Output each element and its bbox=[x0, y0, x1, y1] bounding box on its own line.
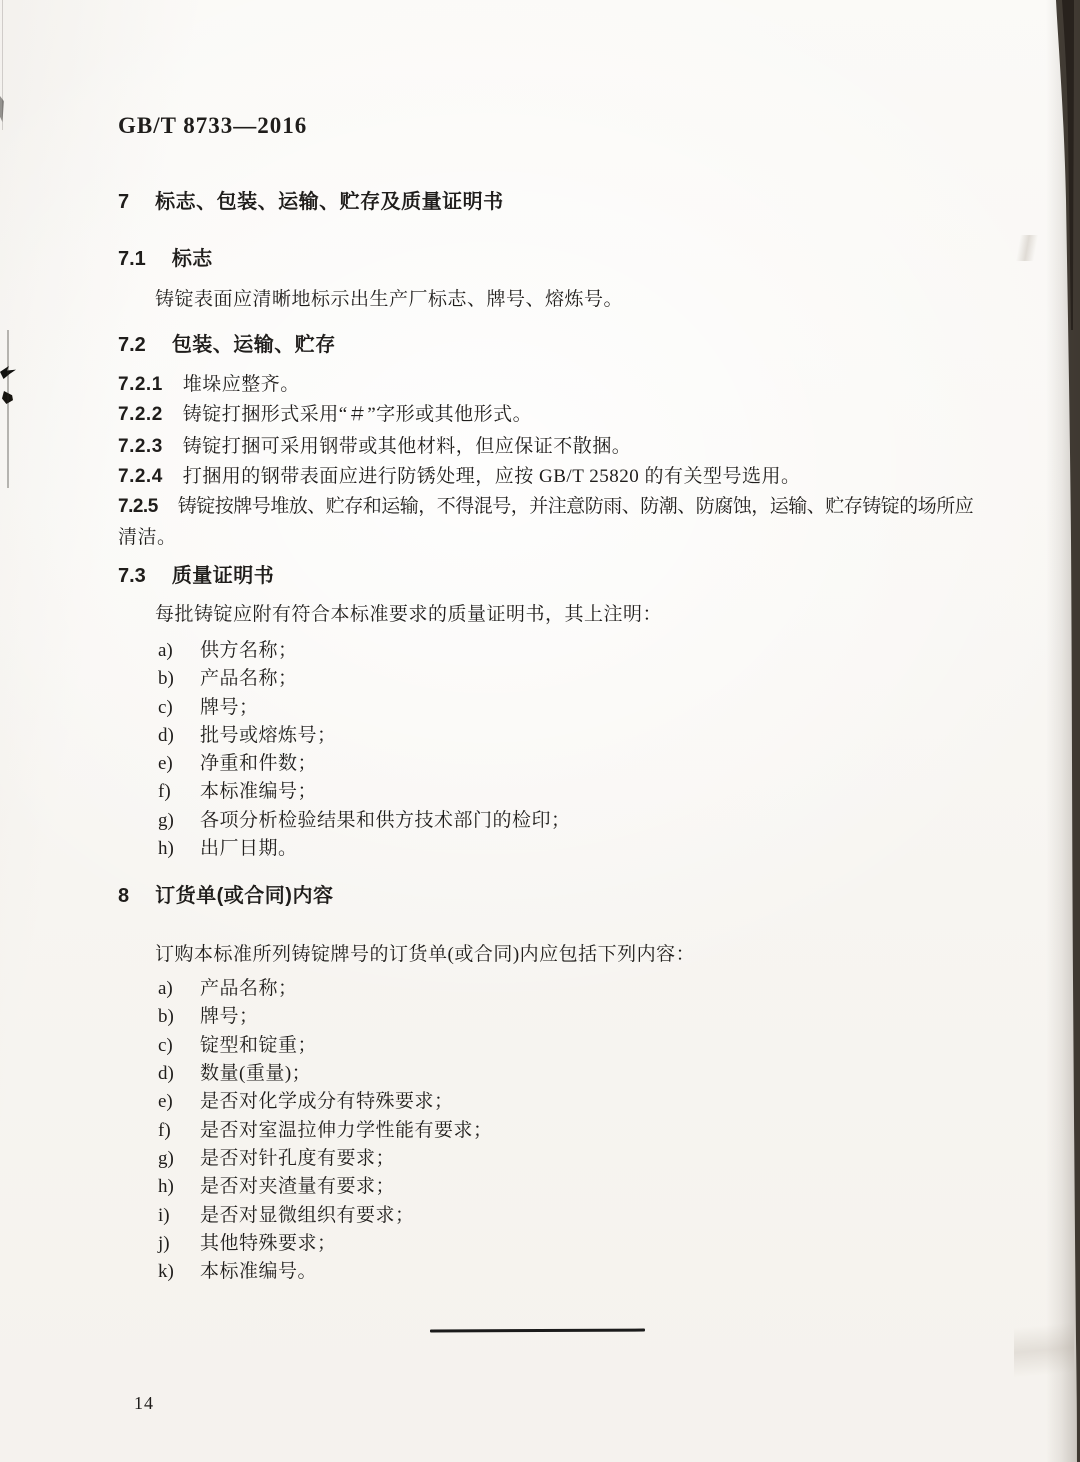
list-item bbox=[158, 1256, 317, 1283]
list-item bbox=[158, 1200, 415, 1227]
scan-left-hairline bbox=[7, 330, 9, 488]
section-number: 7.3 bbox=[118, 565, 146, 587]
list-item bbox=[158, 805, 571, 832]
clause-text: 打捆用的钢带表面应进行防锈处理，应按 GB/T 25820 的有关型号选用。 bbox=[182, 466, 801, 487]
clause-number: 7.2.4 bbox=[118, 466, 163, 487]
list-marker: a) bbox=[158, 640, 173, 661]
clause-number: 7.2.2 bbox=[118, 404, 163, 425]
section-number: 8 bbox=[118, 885, 130, 907]
list-text: 批号或熔炼号； bbox=[200, 725, 337, 746]
standard-code: GB/T 8733—2016 bbox=[118, 113, 308, 138]
list-text: 出厂日期。 bbox=[200, 838, 298, 859]
list-item bbox=[158, 1058, 311, 1085]
list-text: 锭型和锭重； bbox=[200, 1035, 318, 1056]
list-marker: c) bbox=[158, 697, 173, 718]
clause-7-2-3 bbox=[118, 435, 631, 459]
section-7-2-heading bbox=[118, 333, 336, 358]
clause-text: 堆垛应整齐。 bbox=[182, 374, 300, 395]
list-text: 牌号； bbox=[200, 697, 259, 718]
section-divider bbox=[430, 1329, 645, 1333]
list-marker: i) bbox=[158, 1205, 170, 1226]
list-text: 是否对针孔度有要求； bbox=[200, 1148, 396, 1169]
list-text: 净重和件数； bbox=[200, 753, 318, 774]
clause-7-2-5-continued: 清洁。 bbox=[118, 527, 177, 548]
section-title: 标志、包装、运输、贮存及质量证明书 bbox=[155, 191, 504, 213]
paper-crease bbox=[1014, 1290, 1074, 1410]
list-item bbox=[158, 635, 298, 662]
list-item bbox=[158, 1030, 317, 1057]
list-item bbox=[158, 1115, 493, 1142]
section-7-heading bbox=[118, 190, 504, 215]
list-text: 产品名称； bbox=[200, 668, 298, 689]
clause-text: 铸锭打捆形式采用“＃”字形或其他形式。 bbox=[182, 404, 533, 425]
list-text: 数量(重量)； bbox=[200, 1063, 312, 1084]
list-text: 是否对夹渣量有要求； bbox=[200, 1176, 396, 1197]
list-text: 牌号； bbox=[200, 1006, 259, 1027]
list-text: 各项分析检验结果和供方技术部门的检印； bbox=[200, 810, 571, 831]
list-text: 产品名称； bbox=[200, 978, 298, 999]
clause-text: 铸锭打捆可采用钢带或其他材料，但应保证不散捆。 bbox=[182, 436, 632, 457]
scan-speck bbox=[0, 96, 4, 122]
list-text: 其他特殊要求； bbox=[200, 1233, 337, 1254]
section-7-3-heading bbox=[118, 564, 274, 589]
list-item bbox=[158, 1086, 454, 1113]
list-item bbox=[158, 833, 298, 860]
list-item bbox=[158, 720, 337, 747]
clause-7-2-4 bbox=[118, 465, 800, 489]
list-marker: d) bbox=[158, 725, 174, 746]
page-number: 14 bbox=[134, 1393, 154, 1413]
list-marker: g) bbox=[158, 1148, 174, 1169]
list-text: 本标准编号。 bbox=[200, 1261, 318, 1282]
list-text: 是否对室温拉伸力学性能有要求； bbox=[200, 1120, 493, 1141]
list-item bbox=[158, 663, 298, 690]
section-title: 包装、运输、贮存 bbox=[171, 334, 336, 356]
clause-number: 7.2.3 bbox=[118, 436, 163, 457]
clause-7-2-2 bbox=[118, 403, 532, 427]
list-marker: j) bbox=[158, 1233, 170, 1254]
list-marker: d) bbox=[158, 1063, 174, 1084]
section-title: 标志 bbox=[171, 248, 213, 270]
list-item bbox=[158, 973, 298, 1000]
list-item bbox=[158, 748, 317, 775]
section-title: 质量证明书 bbox=[171, 565, 275, 587]
list-marker: a) bbox=[158, 978, 173, 999]
paragraph-7-3-intro: 每批铸锭应附有符合本标准要求的质量证明书，其上注明： bbox=[155, 604, 663, 625]
list-item bbox=[158, 1143, 395, 1170]
section-number: 7 bbox=[118, 191, 130, 213]
scan-edge-dark-band bbox=[1040, 0, 1080, 1462]
list-marker: g) bbox=[158, 810, 174, 831]
section-number: 7.2 bbox=[118, 334, 146, 356]
list-text: 是否对化学成分有特殊要求； bbox=[200, 1091, 454, 1112]
section-8-heading bbox=[118, 884, 333, 909]
list-marker: k) bbox=[158, 1261, 174, 1282]
list-marker: b) bbox=[158, 668, 174, 689]
paper-crease bbox=[992, 235, 1062, 261]
section-title: 订货单(或合同)内容 bbox=[155, 885, 334, 907]
list-marker: e) bbox=[158, 1091, 173, 1112]
section-number: 7.1 bbox=[118, 248, 146, 270]
clause-text: 铸锭按牌号堆放、贮存和运输，不得混号，并注意防雨、防潮、防腐蚀，运输、贮存铸锭的场所应 bbox=[177, 496, 974, 517]
list-text: 本标准编号； bbox=[200, 781, 318, 802]
clause-7-2-5 bbox=[118, 495, 973, 519]
list-item bbox=[158, 1228, 337, 1255]
clause-number: 7.2.1 bbox=[118, 374, 163, 395]
paragraph-8-intro: 订购本标准所列铸锭牌号的订货单(或合同)内应包括下列内容： bbox=[155, 944, 696, 965]
list-marker: e) bbox=[158, 753, 173, 774]
list-marker: f) bbox=[158, 1120, 171, 1141]
list-item bbox=[158, 692, 259, 719]
list-marker: h) bbox=[158, 838, 174, 859]
list-text: 供方名称； bbox=[200, 640, 298, 661]
list-marker: h) bbox=[158, 1176, 174, 1197]
list-marker: b) bbox=[158, 1006, 174, 1027]
list-item bbox=[158, 1001, 259, 1028]
list-marker: c) bbox=[158, 1035, 173, 1056]
list-item bbox=[158, 776, 317, 803]
clause-7-2-1 bbox=[118, 373, 300, 397]
clause-number: 7.2.5 bbox=[118, 496, 158, 517]
list-marker: f) bbox=[158, 781, 171, 802]
list-item bbox=[158, 1171, 395, 1198]
paragraph-7-1: 铸锭表面应清晰地标示出生产厂标志、牌号、熔炼号。 bbox=[155, 289, 624, 310]
section-7-1-heading bbox=[118, 247, 213, 272]
list-text: 是否对显微组织有要求； bbox=[200, 1205, 415, 1226]
